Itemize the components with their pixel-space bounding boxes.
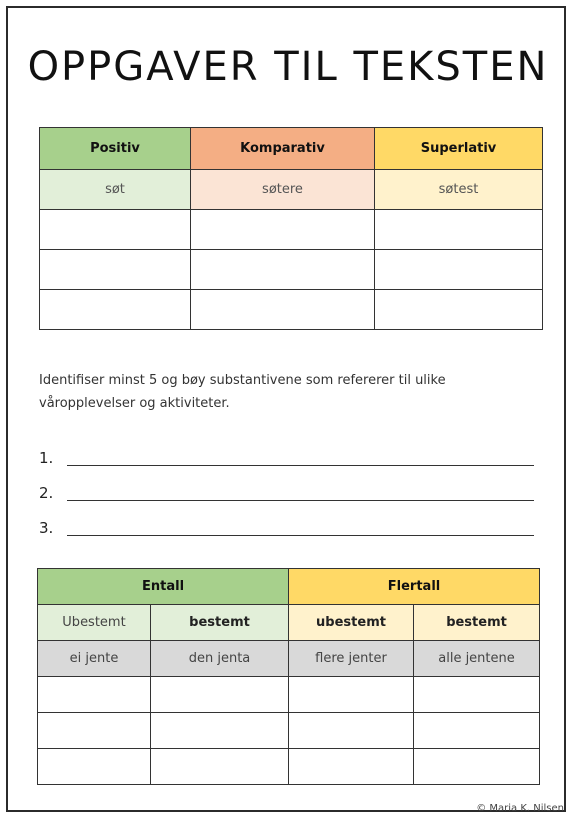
subheader-entall-ubestemt: Ubestemt bbox=[38, 605, 151, 641]
answer-cell[interactable] bbox=[191, 210, 375, 250]
answer-cell[interactable] bbox=[40, 290, 191, 330]
answer-line-2[interactable] bbox=[39, 484, 534, 504]
subheader-flertall-ubestemt: ubestemt bbox=[289, 605, 414, 641]
answer-cell[interactable] bbox=[191, 250, 375, 290]
table-row bbox=[40, 250, 543, 290]
answer-cell[interactable] bbox=[38, 749, 151, 785]
header-entall: Entall bbox=[38, 569, 289, 605]
answer-cell[interactable] bbox=[414, 677, 540, 713]
example-positiv: søt bbox=[40, 170, 191, 210]
answer-cell[interactable] bbox=[38, 677, 151, 713]
example-flertall-bestemt: alle jentene bbox=[414, 641, 540, 677]
table-row bbox=[40, 210, 543, 250]
table-row bbox=[38, 749, 540, 785]
answer-cell[interactable] bbox=[289, 677, 414, 713]
line-number: 3. bbox=[39, 519, 54, 537]
subheader-flertall-bestemt: bestemt bbox=[414, 605, 540, 641]
line-number: 2. bbox=[39, 484, 54, 502]
write-line bbox=[67, 500, 534, 501]
subheader-entall-bestemt: bestemt bbox=[151, 605, 289, 641]
answer-cell[interactable] bbox=[375, 290, 543, 330]
answer-cell[interactable] bbox=[375, 210, 543, 250]
header-positiv: Positiv bbox=[40, 128, 191, 170]
answer-cell[interactable] bbox=[40, 250, 191, 290]
instruction-text: Identifiser minst 5 og bøy substantivene som refererer til ulike våropplevelser og aktiviteter. bbox=[39, 373, 446, 411]
answer-cell[interactable] bbox=[151, 713, 289, 749]
table-row bbox=[38, 677, 540, 713]
answer-cell[interactable] bbox=[414, 749, 540, 785]
answer-cell[interactable] bbox=[40, 210, 191, 250]
example-superlativ: søtest bbox=[375, 170, 543, 210]
line-number: 1. bbox=[39, 449, 54, 467]
example-entall-bestemt: den jenta bbox=[151, 641, 289, 677]
adjective-comparison-table bbox=[39, 127, 543, 330]
header-flertall: Flertall bbox=[289, 569, 540, 605]
copyright-footer: © Maria K. Nilsen bbox=[476, 803, 564, 814]
noun-inflection-table bbox=[37, 568, 540, 785]
table-row bbox=[40, 290, 543, 330]
answer-line-1[interactable] bbox=[39, 449, 534, 469]
header-superlativ: Superlativ bbox=[375, 128, 543, 170]
answer-cell[interactable] bbox=[151, 677, 289, 713]
answer-cell[interactable] bbox=[375, 250, 543, 290]
answer-line-3[interactable] bbox=[39, 519, 534, 539]
answer-cell[interactable] bbox=[289, 713, 414, 749]
example-flertall-ubestemt: flere jenter bbox=[289, 641, 414, 677]
answer-cell[interactable] bbox=[38, 713, 151, 749]
page-title: OPPGAVER TIL TEKSTEN bbox=[27, 44, 549, 90]
example-entall-ubestemt: ei jente bbox=[38, 641, 151, 677]
example-komparativ: søtere bbox=[191, 170, 375, 210]
write-line bbox=[67, 535, 534, 536]
table-row bbox=[38, 713, 540, 749]
answer-cell[interactable] bbox=[414, 713, 540, 749]
write-line bbox=[67, 465, 534, 466]
answer-cell[interactable] bbox=[289, 749, 414, 785]
answer-cell[interactable] bbox=[151, 749, 289, 785]
header-komparativ: Komparativ bbox=[191, 128, 375, 170]
answer-cell[interactable] bbox=[191, 290, 375, 330]
